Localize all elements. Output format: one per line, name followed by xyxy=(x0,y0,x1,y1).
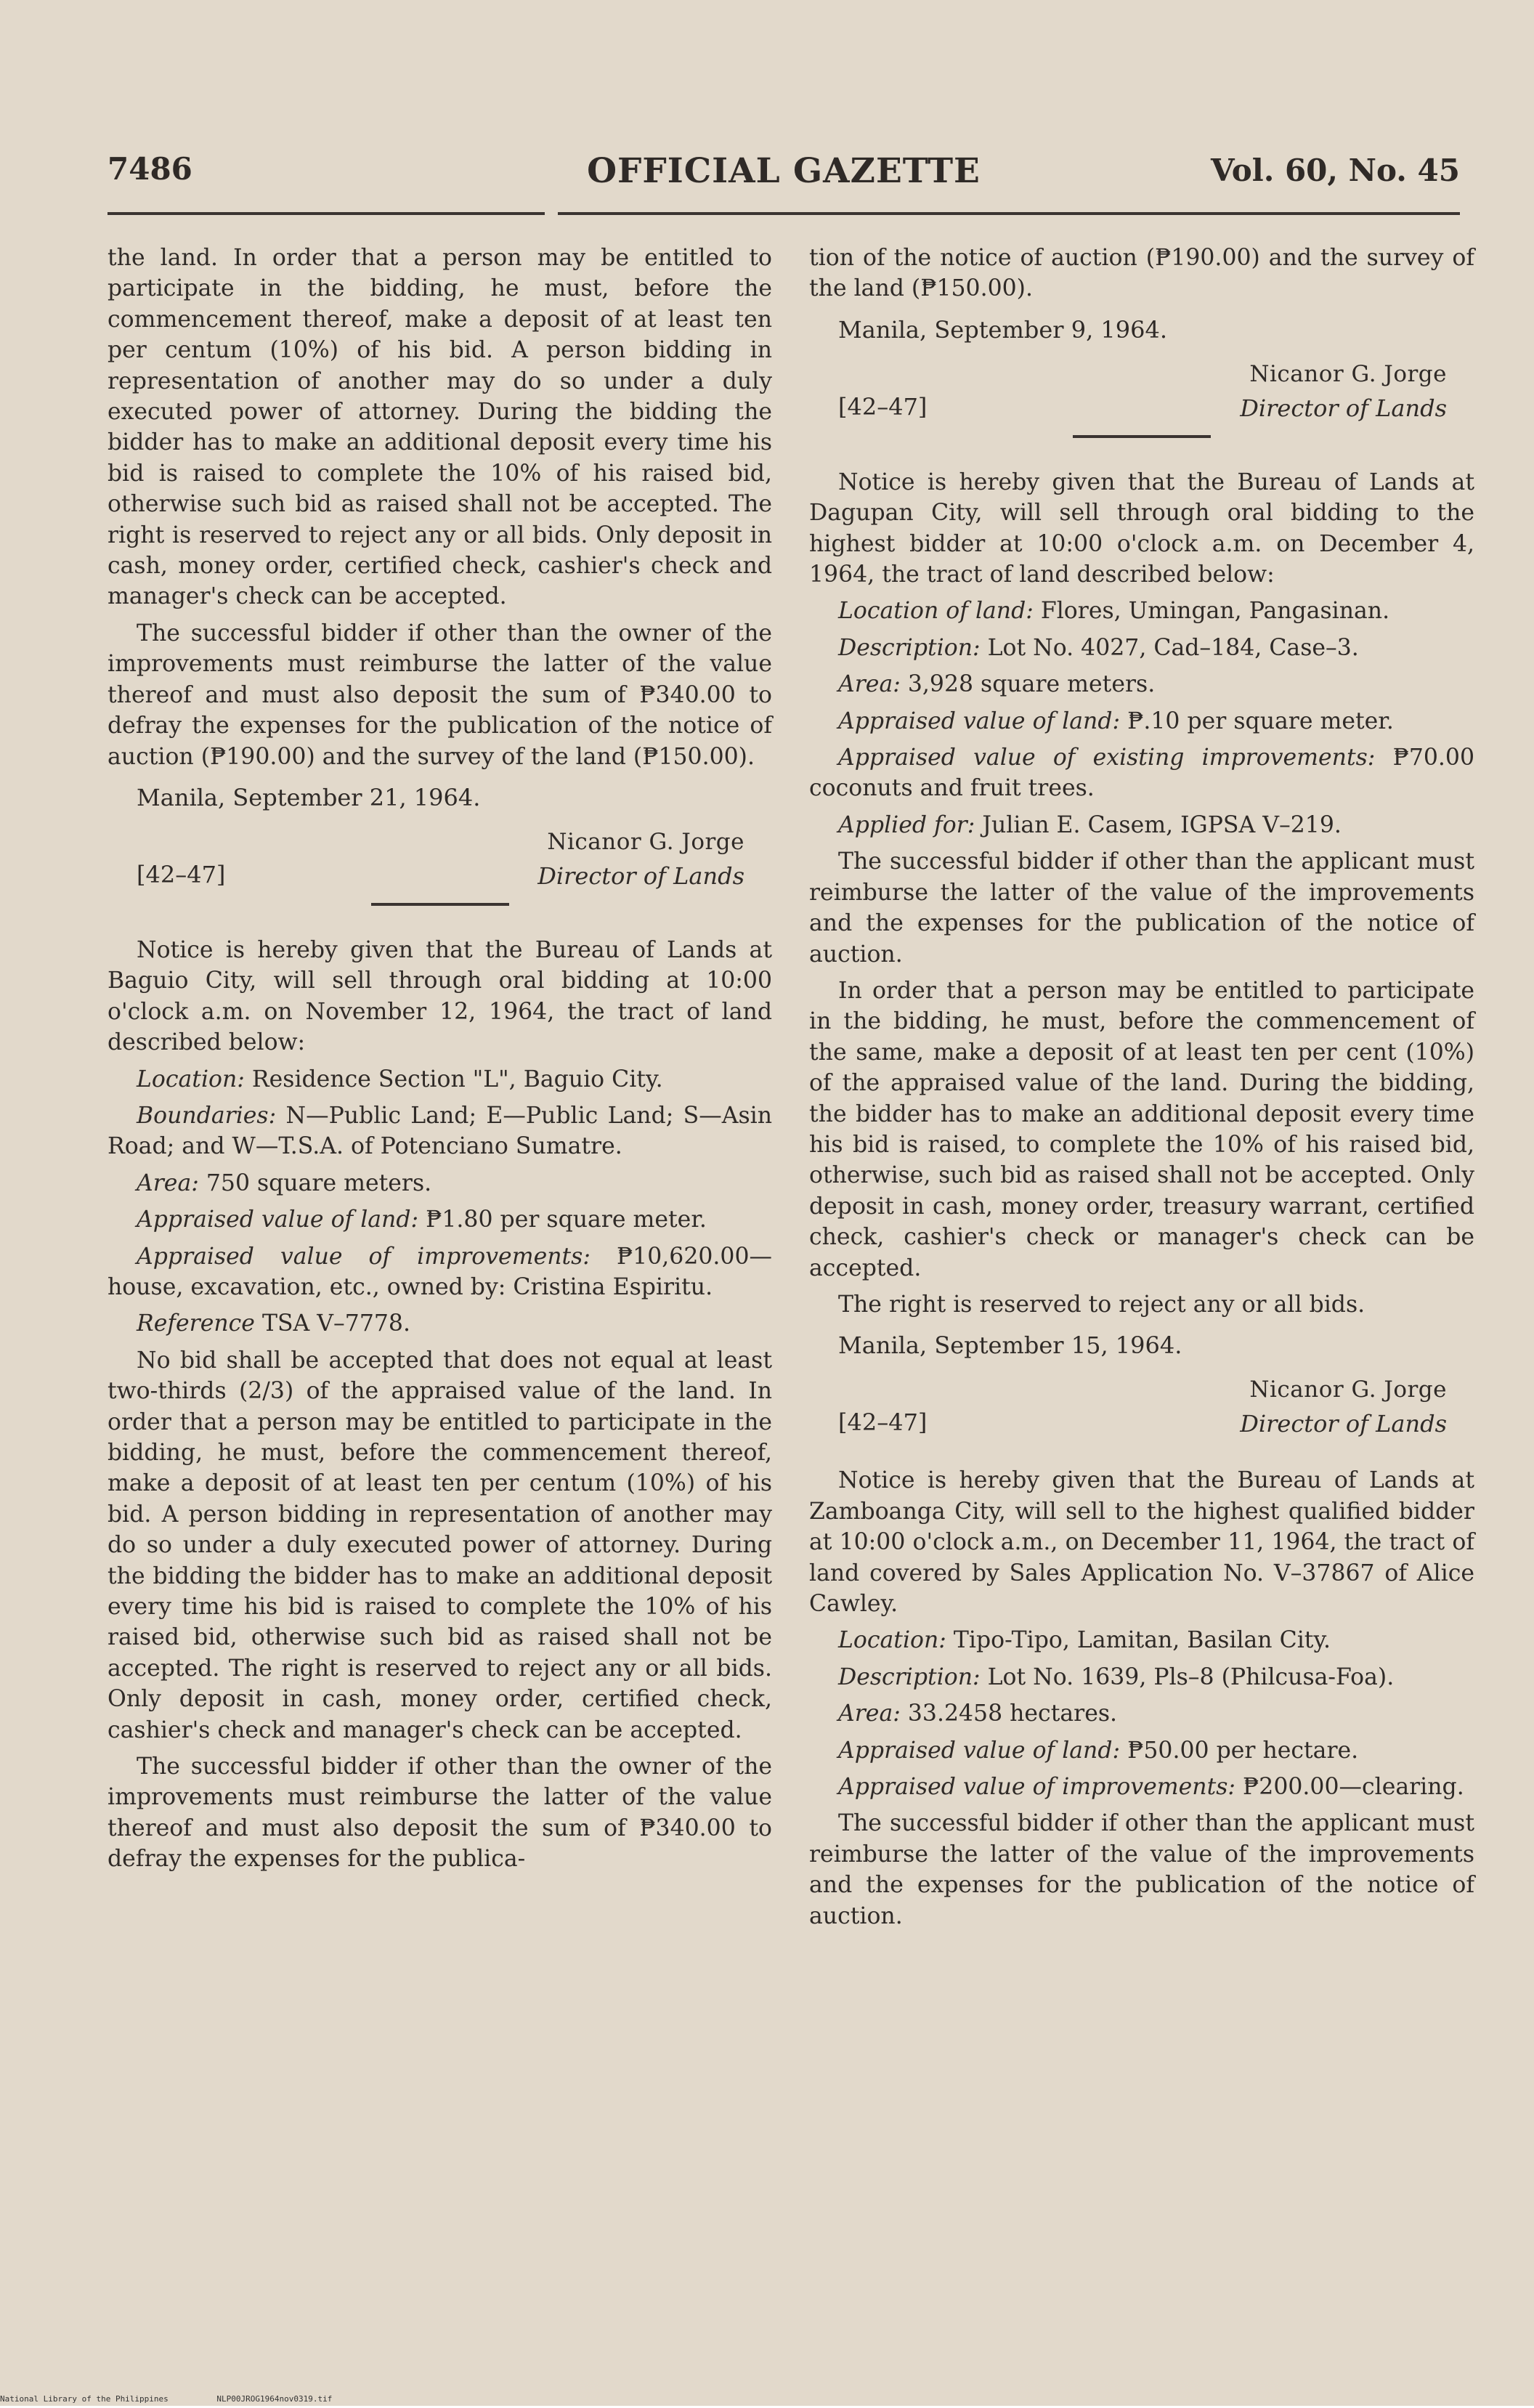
field-value: ₱.10 per square meter. xyxy=(1127,708,1394,734)
notice-code: [42–47] xyxy=(838,1408,928,1437)
field-value: Flores, Umingan, Pangasinan. xyxy=(1040,598,1390,625)
field-appraised-improvements xyxy=(809,742,1474,804)
field-value: ₱50.00 per hectare. xyxy=(1127,1737,1359,1764)
library-credit: National Library of the Philippines xyxy=(0,2394,169,2404)
field-appraised-land xyxy=(107,1204,772,1235)
header-rule xyxy=(107,212,1460,215)
field-label: Description: xyxy=(838,634,981,661)
paragraph: The successful bidder if other than the owner of the improvements must reimburse the latter of the value thereof and must also deposit the sum of ₱340.00 to defray the expenses for the publica- xyxy=(107,1754,772,1873)
field-label: Area: xyxy=(838,671,901,698)
field-appraised-improvements xyxy=(809,1772,1474,1802)
field-label: Area: xyxy=(137,1169,199,1196)
field-appraised-land xyxy=(809,706,1474,737)
field-label: Boundaries: xyxy=(137,1102,277,1129)
field-label: Location: xyxy=(838,1627,946,1654)
field-value: Lot No. 4027, Cad–184, Case–3. xyxy=(987,634,1359,661)
field-area xyxy=(107,1168,772,1199)
field-label: Location of land: xyxy=(838,598,1034,625)
signatory-title: Director of Lands xyxy=(1240,1410,1447,1438)
left-column xyxy=(107,243,772,1881)
field-label: Appraised value of existing improvements: xyxy=(838,745,1376,771)
field-label: Appraised value of improvements: xyxy=(838,1774,1236,1801)
field-label: Appraised value of land: xyxy=(838,708,1121,734)
notice-date: Manila, September 15, 1964. xyxy=(838,1331,1182,1360)
signatory-title: Director of Lands xyxy=(537,862,744,890)
field-location xyxy=(809,596,1474,626)
field-area xyxy=(809,669,1474,700)
signatory-name: Nicanor G. Jorge xyxy=(547,828,744,855)
signature-block xyxy=(809,1377,1474,1443)
signatory-name: Nicanor G. Jorge xyxy=(1249,360,1447,387)
field-value: 33.2458 hectares. xyxy=(907,1700,1118,1727)
field-value: N—Public Land; E—Public Land; S—Asin Road; and W—T.S.A. of Potenciano Sumatre. xyxy=(107,1102,773,1160)
notice-intro: Notice is hereby given that the Bureau of Lands at Dagupan City, will sell through oral bidding to the highest bidder at 10:00 o'clock a.m. on December 4, 1964, the tract of land described below: xyxy=(809,469,1474,588)
field-label: Appraised value of land: xyxy=(137,1207,419,1233)
notice-separator xyxy=(1073,435,1211,438)
field-value: Tipo-Tipo, Lamitan, Basilan City. xyxy=(953,1627,1331,1654)
notice-intro: Notice is hereby given that the Bureau of Lands at Baguio City, will sell through oral bidding at 10:00 o'clock a.m. on November 12, 1964, the tract of land described below: xyxy=(107,936,772,1056)
continued-paragraph: tion of the notice of auction (₱190.00) and the survey of the land (₱150.00). xyxy=(809,245,1474,302)
field-value: ₱1.80 per square meter. xyxy=(426,1207,707,1233)
volume-issue: Vol. 60, No. 45 xyxy=(1211,153,1460,188)
field-label: Area: xyxy=(838,1700,901,1727)
field-description xyxy=(809,1662,1474,1693)
paragraph: The right is reserved to reject any or all bids. xyxy=(838,1291,1365,1318)
field-value: ₱200.00—clearing. xyxy=(1243,1774,1464,1801)
field-location xyxy=(809,1625,1474,1655)
field-applied-for xyxy=(809,810,1474,840)
field-label: Appraised value of improvements: xyxy=(137,1243,591,1270)
header-rule-gap xyxy=(545,211,558,216)
signatory-name: Nicanor G. Jorge xyxy=(1249,1377,1447,1403)
notice-code: [42–47] xyxy=(137,860,226,888)
page-header xyxy=(107,151,1460,195)
field-value: Lot No. 1639, Pls–8 (Philcusa-Foa). xyxy=(987,1663,1395,1690)
notice-date: Manila, September 21, 1964. xyxy=(137,783,481,811)
field-label: Reference xyxy=(137,1310,255,1337)
field-label: Location: xyxy=(137,1066,245,1092)
notice-intro: Notice is hereby given that the Bureau of Lands at Zamboanga City, will sell to the highest qualified bidder at 10:00 o'clock a.m., on December 11, 1964, the tract of land covered by Sales Application No. V–37867 of Alice Cawley. xyxy=(809,1467,1474,1617)
field-value: ₱10,620.00—house, excavation, etc., owned by: Cristina Espiritu. xyxy=(107,1243,772,1300)
field-label: Description: xyxy=(838,1663,981,1690)
field-description xyxy=(809,633,1474,663)
field-value: 750 square meters. xyxy=(206,1169,432,1196)
notice-separator xyxy=(371,903,509,906)
signature-block xyxy=(107,829,772,896)
field-label: Applied for: xyxy=(838,811,975,838)
paragraph: The successful bidder if other than the applicant must reimburse the latter of the value of the improvements and the expenses for the publication of the notice of auction. xyxy=(809,848,1474,968)
field-area xyxy=(809,1698,1474,1729)
scan-footer xyxy=(0,2394,376,2404)
field-location xyxy=(107,1064,772,1095)
paragraph: The successful bidder if other than the applicant must reimburse the latter of the value of the improvements and the expenses for the publication of the notice of auction. xyxy=(809,1810,1474,1929)
continued-paragraph: the land. In order that a person may be entitled to participate in the bidding, he must, before the commencement thereof, make a deposit of at least ten per centum (10%) of his bid. A person bidding in representation of another may do so under a duly executed power of attorney. During the bidding the bidder has to make an additional deposit every time his bid is raised to complete the 10% of his raised bid, otherwise such bid as raised shall not be accepted. The right is reserved to reject any or all bids. Only deposit in cash, money order, certified check, cashier's check and manager's check can be accepted. xyxy=(107,245,772,610)
field-appraised-improvements xyxy=(107,1241,772,1303)
scan-filename: NLP00JROG1964nov0319.tif xyxy=(216,2394,333,2404)
signatory-title: Director of Lands xyxy=(1240,394,1447,422)
notice-code: [42–47] xyxy=(838,392,928,421)
field-value: TSA V–7778. xyxy=(261,1310,410,1337)
paragraph: No bid shall be accepted that does not equal at least two-thirds (2/3) of the appraised value of the land. In order that a person may be entitled to participate in the bidding, he must, before the commencement thereof, make a deposit of at least ten per centum (10%) of his bid. A person bidding in representation of another may do so under a duly executed power of attorney. During the bidding the bidder has to make an additional deposit every time his bid is raised to complete the 10% of his raised bid, otherwise such bid as raised shall not be accepted. The right is reserved to reject any or all bids. Only deposit in cash, money order, certified check, cashier's check and manager's check can be accepted. xyxy=(107,1347,772,1743)
signature-block xyxy=(809,361,1474,428)
right-column xyxy=(809,243,1474,1937)
field-boundaries xyxy=(107,1100,772,1162)
publication-title: OFFICIAL GAZETTE xyxy=(587,151,981,191)
field-reference xyxy=(107,1308,772,1339)
paragraph: In order that a person may be entitled to participate in the bidding, he must, before the commencement of the same, make a deposit of at least ten per cent (10%) of the appraised value of the land. During the bidding, the bidder has to make an additional deposit every time his bid is raised, to complete the 10% of his raised bid, otherwise, such bid as raised shall not be accepted. Only deposit in cash, money order, treasury warrant, certified check, cashier's check or manager's check can be accepted. xyxy=(809,977,1474,1281)
field-value: Julian E. Casem, IGPSA V–219. xyxy=(982,811,1342,838)
page-number: 7486 xyxy=(107,151,192,187)
field-value: 3,928 square meters. xyxy=(907,671,1156,698)
notice-date: Manila, September 9, 1964. xyxy=(838,315,1168,344)
paragraph: The successful bidder if other than the owner of the improvements must reimburse the latter of the value thereof and must also deposit the sum of ₱340.00 to defray the expenses for the publication of the notice of auction (₱190.00) and the survey of the land (₱150.00). xyxy=(107,620,772,770)
field-label: Appraised value of land: xyxy=(838,1737,1121,1764)
field-value: Residence Section "L", Baguio City. xyxy=(251,1066,663,1092)
field-value: ₱70.00 coconuts and fruit trees. xyxy=(809,745,1474,802)
field-appraised-land xyxy=(809,1735,1474,1766)
